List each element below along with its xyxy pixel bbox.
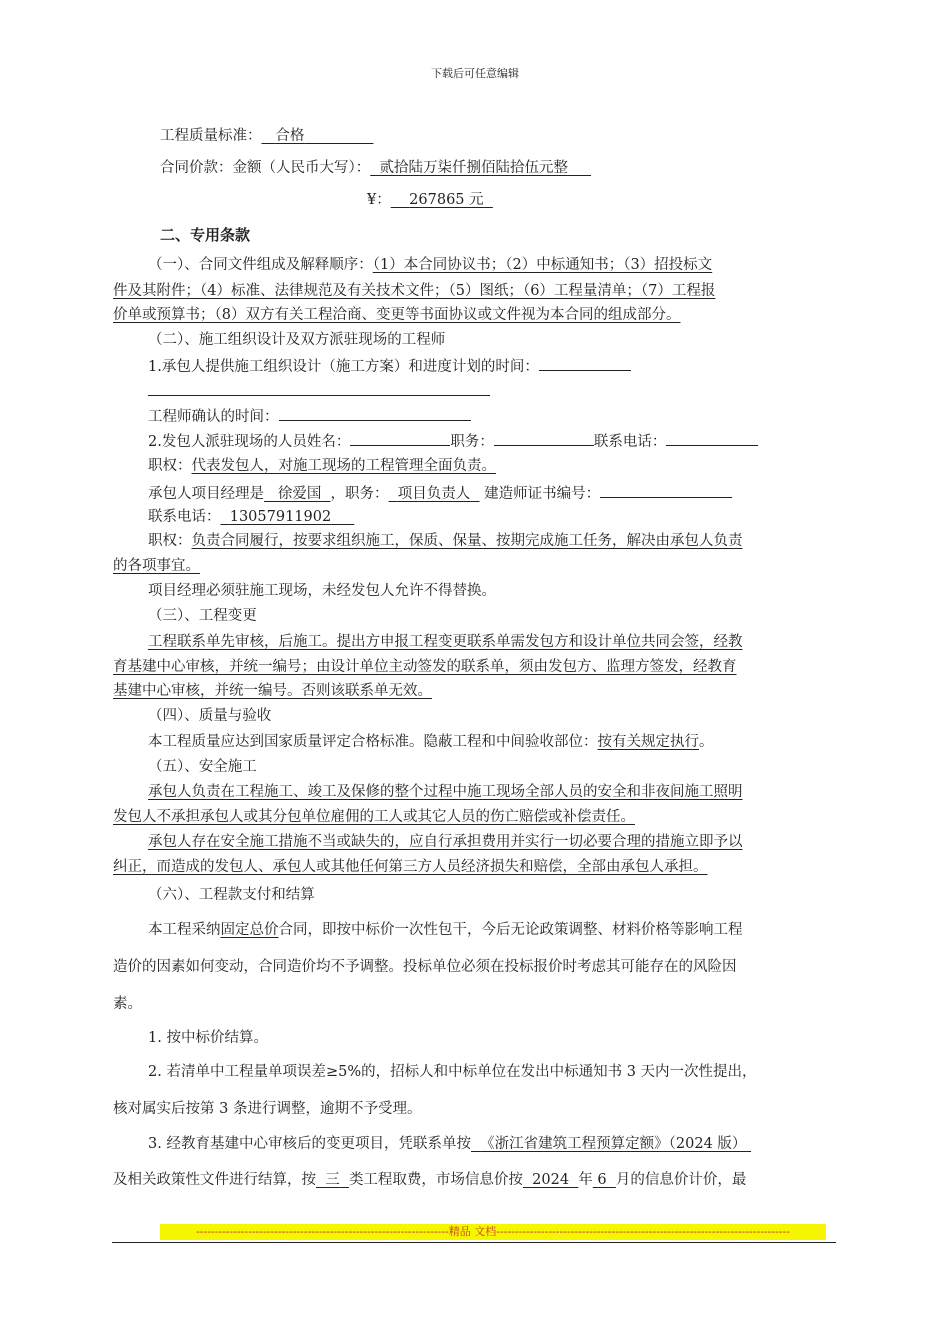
pm-phone-label: 联系电话：: [148, 509, 221, 525]
contract-type: 固定总价: [220, 922, 279, 938]
price-month: 6: [597, 1172, 607, 1188]
phone-label: 联系电话：: [593, 434, 667, 450]
price-year: 2024: [532, 1172, 570, 1188]
item-3-pre: 3. 经教育基建中心审核后的变更项目，凭联系单按: [148, 1136, 471, 1152]
quality-value: 合格: [275, 128, 305, 144]
clause-4-heading: （四）、质量与验收: [148, 708, 272, 724]
authority-line-1: [148, 456, 496, 476]
price-amount-number: 267865 元: [409, 192, 484, 208]
item-2-label: 2.发包人派驻现场的人员姓名：: [148, 434, 351, 450]
section-title: 二、专用条款: [160, 226, 251, 244]
clause-6-item-2-line-1: 2. 若清单中工程量单项误差≥5%的，招标人和中标单位在发出中标通知书 3 天内一次性提出，: [148, 1064, 757, 1080]
clause-3-heading: （三）、工程变更: [148, 608, 257, 624]
item-1-blank-2: [148, 380, 490, 396]
clause-1-text: （1）本合同协议书；（2）中标通知书；（3）招投标文: [372, 257, 713, 273]
authority-label-2: 职权：: [148, 533, 192, 549]
yen-label: ¥：: [367, 192, 391, 208]
clause-6-p1-line-1: [148, 920, 743, 940]
pm-label: 承包人项目经理是: [148, 486, 264, 502]
clause-6-heading: （六）、工程款支付和结算: [148, 887, 315, 903]
pm-position: 项目负责人: [397, 486, 471, 502]
clause-3-line-3: 基建中心审核，并统一编号。否则该联系单无效。: [113, 683, 432, 699]
item-1-blank-line: [148, 380, 490, 402]
clause-6-item-3-line-2: [113, 1170, 746, 1190]
clause-5-p1-line-2: 发包人不承担承包人或其分包单位雇佣的工人或其它人员的伤亡赔偿或补偿责任。: [113, 809, 635, 825]
item-3b-end: 月的信息价计价，最: [615, 1172, 747, 1188]
clause-6-item-3-line-1: [148, 1134, 751, 1154]
pm-phone: 13057911902: [229, 509, 332, 525]
item-1-blank: [539, 355, 631, 371]
clause-2-heading: （二）、施工组织设计及双方派驻现场的工程师: [148, 332, 446, 348]
price-amount-words: 贰拾陆万柒仟捌佰陆拾伍元整: [379, 160, 568, 176]
authority-line-2: [148, 531, 743, 551]
clause-3-line-2: 育基建中心审核，并统一编号；由设计单位主动签发的联系单，须由发包方、监理方签发，经教育: [113, 659, 737, 675]
confirm-blank: [279, 405, 471, 421]
p1-pre: 本工程采纳: [148, 922, 221, 938]
year-label: 年: [578, 1172, 593, 1188]
clause-6-p1-line-2: 造价的因素如何变动，合同造价均不予调整。投标单位必须在投标报价时考虑其可能存在的风险因: [113, 959, 737, 975]
price-label: 合同价款：金额（人民币大写）：: [160, 160, 371, 176]
clause-2-item-1: [148, 355, 631, 377]
clause-1-line-3: 价单或预算书；（8）双方有关工程洽商、变更等书面协议或文件视为本合同的组成部分。: [113, 307, 681, 323]
authority-text-2: 负责合同履行，按要求组织施工，保质、保量、按期完成施工任务，解决由承包人负责: [191, 533, 743, 549]
cert-blank: [600, 482, 732, 498]
clause-1-line-2: 件及其附件；（4）标准、法律规范及有关技术文件；（5）图纸；（6）工程量清单；（7）工程报: [113, 283, 716, 299]
clause-5-p2-line-2: 纠正，而造成的发包人、承包人或其他任何第三方人员经济损失和赔偿，全部由承包人承担。: [113, 859, 708, 875]
clause-4-text-line: [148, 732, 714, 752]
pm-phone-line: [148, 507, 354, 527]
phone-blank: [666, 430, 758, 446]
project-manager-line: [148, 482, 732, 504]
quality-standard-line: [160, 126, 373, 146]
confirm-label: 工程师确认的时间：: [148, 409, 279, 425]
clause-5-p2-line-1: 承包人存在安全施工措施不当或缺失的，应自行承担费用并实行一切必要合理的措施立即予以: [148, 834, 743, 850]
item-3b-mid: 类工程取费，市场信息价按: [348, 1172, 523, 1188]
clause-4-text: 本工程质量应达到国家质量评定合格标准。隐蔽工程和中间验收部位：: [148, 734, 598, 750]
clause-6-p1-line-3: 素。: [113, 996, 142, 1012]
clause-2-item-2: [148, 430, 758, 452]
item-3b-pre: 及相关政策性文件进行结算，按: [113, 1172, 316, 1188]
pm-name: 徐爱国: [277, 486, 322, 502]
clause-3-line-1: 工程联系单先审核，后施工。提出方申报工程变更联系单需发包方和设计单位共同会签，经教: [148, 634, 743, 650]
clause-4-end: 。: [699, 734, 714, 750]
clause-1-heading: （一）、合同文件组成及解释顺序：: [148, 257, 373, 273]
project-class: 三: [325, 1172, 340, 1188]
contract-price-line: [160, 158, 591, 178]
clause-1-line-1: [148, 255, 712, 275]
p1-post: 合同，即按中标价一次性包干，今后无论政策调整、材料价格等影响工程: [278, 922, 743, 938]
authority-label: 职权：: [148, 458, 192, 474]
footer-banner: --------------------------------------------------------------------精品 文档-------------------------------------------------------------------------------: [160, 1224, 826, 1240]
name-blank: [350, 430, 450, 446]
clause-5-p1-line-1: 承包人负责在工程施工、竣工及保修的整个过程中施工现场全部人员的安全和非夜间施工照明: [148, 784, 743, 800]
page-header: 下载后可任意编辑: [431, 67, 519, 80]
item-1-label: 1.承包人提供施工组织设计（施工方案）和进度计划的时间：: [148, 359, 539, 375]
clause-6-item-2-line-2: 核对属实后按第 3 条进行调整，逾期不予受理。: [113, 1101, 422, 1117]
contract-price-number-line: [367, 190, 493, 210]
footer-divider: [112, 1242, 836, 1243]
clause-4-underlined: 按有关规定执行: [597, 734, 699, 750]
engineer-confirm-line: [148, 405, 471, 427]
position-blank: [494, 430, 594, 446]
quality-label: 工程质量标准：: [160, 128, 262, 144]
pm-onsite-note: 项目经理必须驻施工现场，未经发包人允许不得替换。: [148, 583, 496, 599]
quota-standard: 《浙江省建筑工程预算定额》（2024 版）: [480, 1136, 747, 1152]
clause-5-heading: （五）、安全施工: [148, 759, 257, 775]
cert-label: 建造师证书编号：: [484, 486, 601, 502]
position-label: 职务：: [450, 434, 494, 450]
clause-6-item-1: 1. 按中标价结算。: [148, 1030, 268, 1046]
authority-text: 代表发包人，对施工现场的工程管理全面负责。: [191, 458, 496, 474]
pm-position-label: ，职务：: [330, 486, 389, 502]
authority-line-2b: 的各项事宜。: [113, 558, 200, 574]
